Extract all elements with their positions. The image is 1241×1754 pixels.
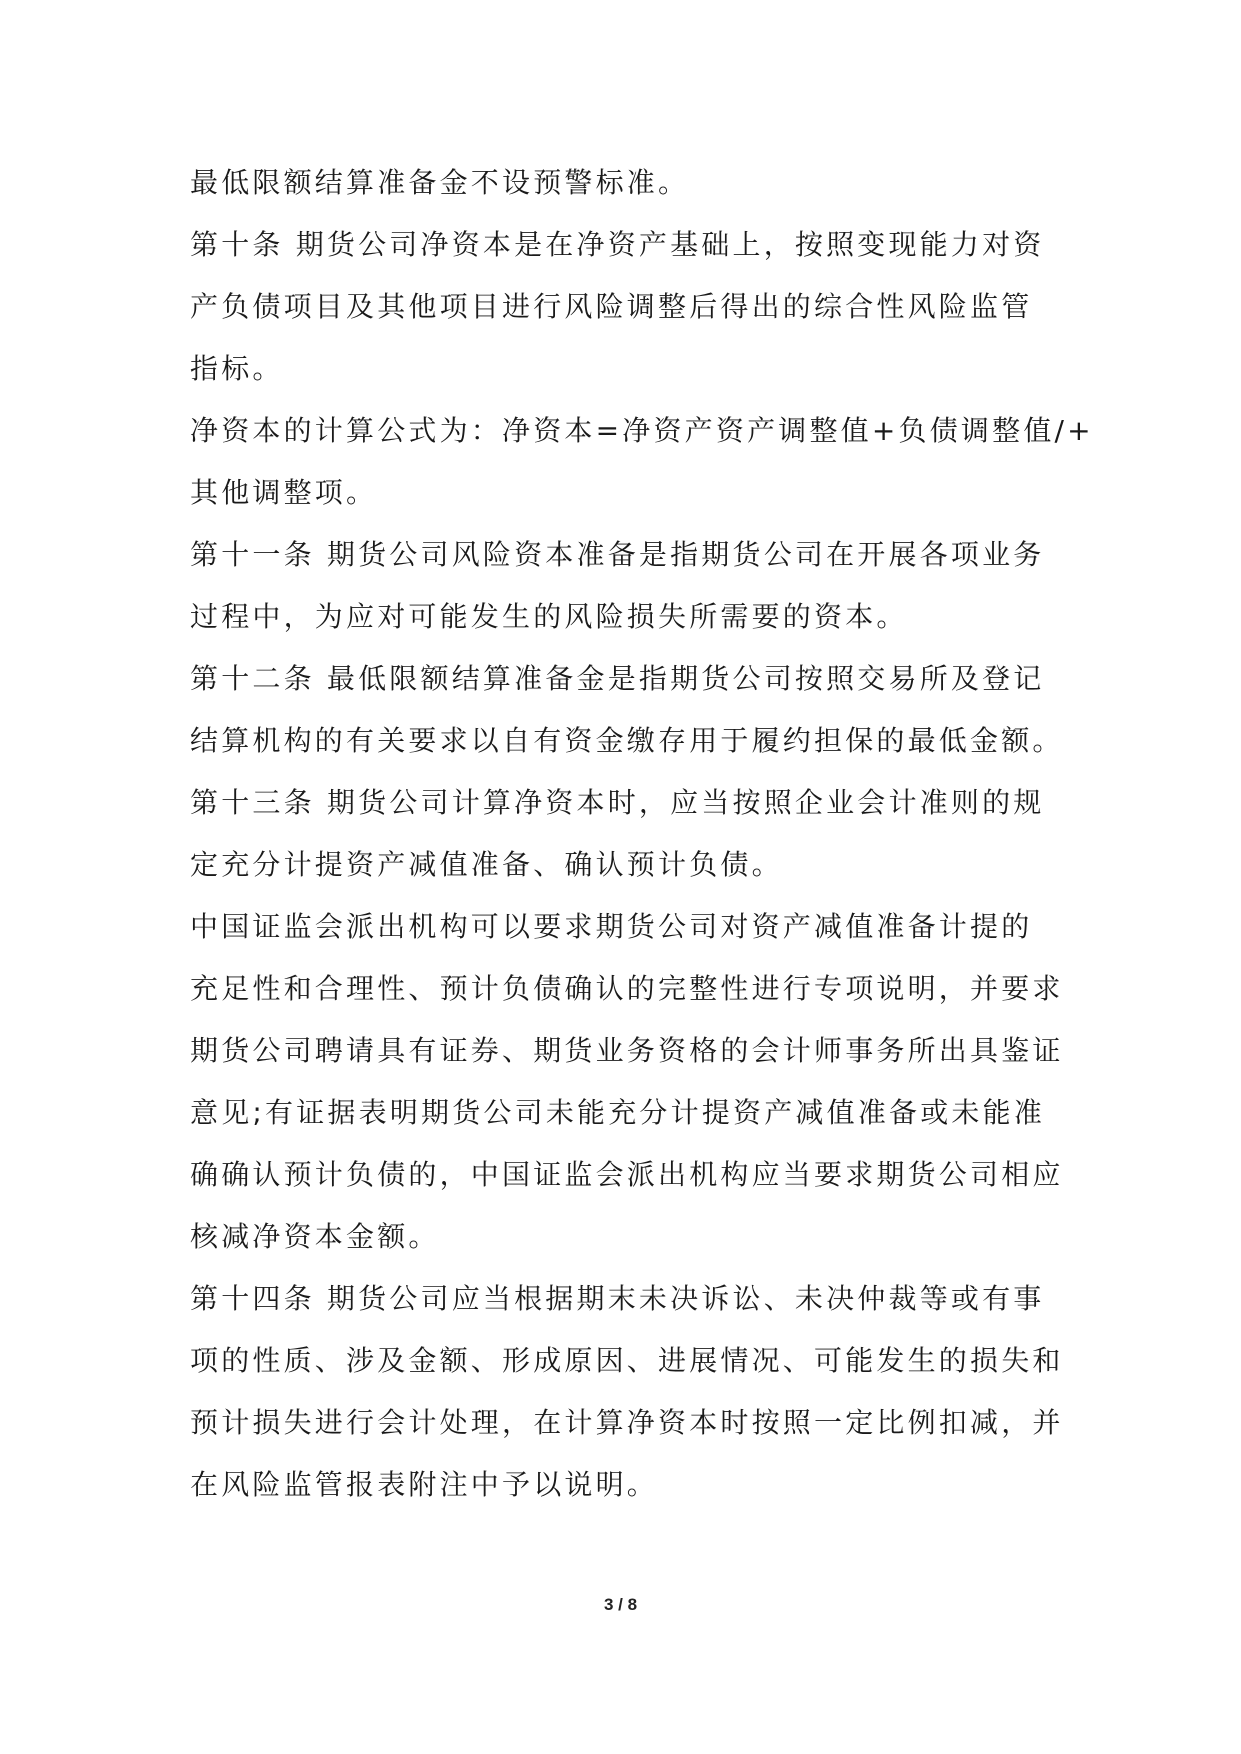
- text-line: 第十三条 期货公司计算净资本时，应当按照企业会计准则的规: [190, 786, 1045, 819]
- text-line: 最低限额结算准备金不设预警标准。: [190, 166, 690, 199]
- text-line: 第十二条 最低限额结算准备金是指期货公司按照交易所及登记: [190, 662, 1045, 695]
- text-line: 结算机构的有关要求以自有资金缴存用于履约担保的最低金额。: [190, 724, 1064, 757]
- text-line: 定充分计提资产减值准备、确认预计负债。: [190, 848, 783, 881]
- page-number: 3 / 8: [603, 1595, 638, 1614]
- text-line: 在风险监管报表附注中予以说明。: [190, 1468, 659, 1501]
- text-line: 期货公司聘请具有证券、期货业务资格的会计师事务所出具鉴证: [190, 1034, 1064, 1067]
- text-line: 项的性质、涉及金额、形成原因、进展情况、可能发生的损失和: [190, 1344, 1064, 1377]
- text-line: 净资本的计算公式为：净资本=净资产资产调整值+负债调整值/+: [190, 414, 1094, 447]
- text-line: 其他调整项。: [190, 476, 378, 509]
- text-line: 第十条 期货公司净资本是在净资产基础上，按照变现能力对资: [190, 228, 1045, 261]
- text-line: 产负债项目及其他项目进行风险调整后得出的综合性风险监管: [190, 290, 1033, 323]
- text-line: 充足性和合理性、预计负债确认的完整性进行专项说明，并要求: [190, 972, 1064, 1005]
- text-line: 预计损失进行会计处理，在计算净资本时按照一定比例扣减，并: [190, 1406, 1064, 1439]
- text-line: 意见;有证据表明期货公司未能充分计提资产减值准备或未能准: [190, 1096, 1046, 1129]
- text-line: 第十一条 期货公司风险资本准备是指期货公司在开展各项业务: [190, 538, 1045, 571]
- text-line: 核减净资本金额。: [190, 1220, 440, 1253]
- text-line: 第十四条 期货公司应当根据期末未决诉讼、未决仲裁等或有事: [190, 1282, 1045, 1315]
- text-line: 确确认预计负债的，中国证监会派出机构应当要求期货公司相应: [190, 1158, 1064, 1191]
- text-line: 指标。: [190, 352, 284, 385]
- document-body: [190, 152, 1094, 1516]
- text-line: 中国证监会派出机构可以要求期货公司对资产减值准备计提的: [190, 910, 1033, 943]
- text-line: 过程中，为应对可能发生的风险损失所需要的资本。: [190, 600, 908, 633]
